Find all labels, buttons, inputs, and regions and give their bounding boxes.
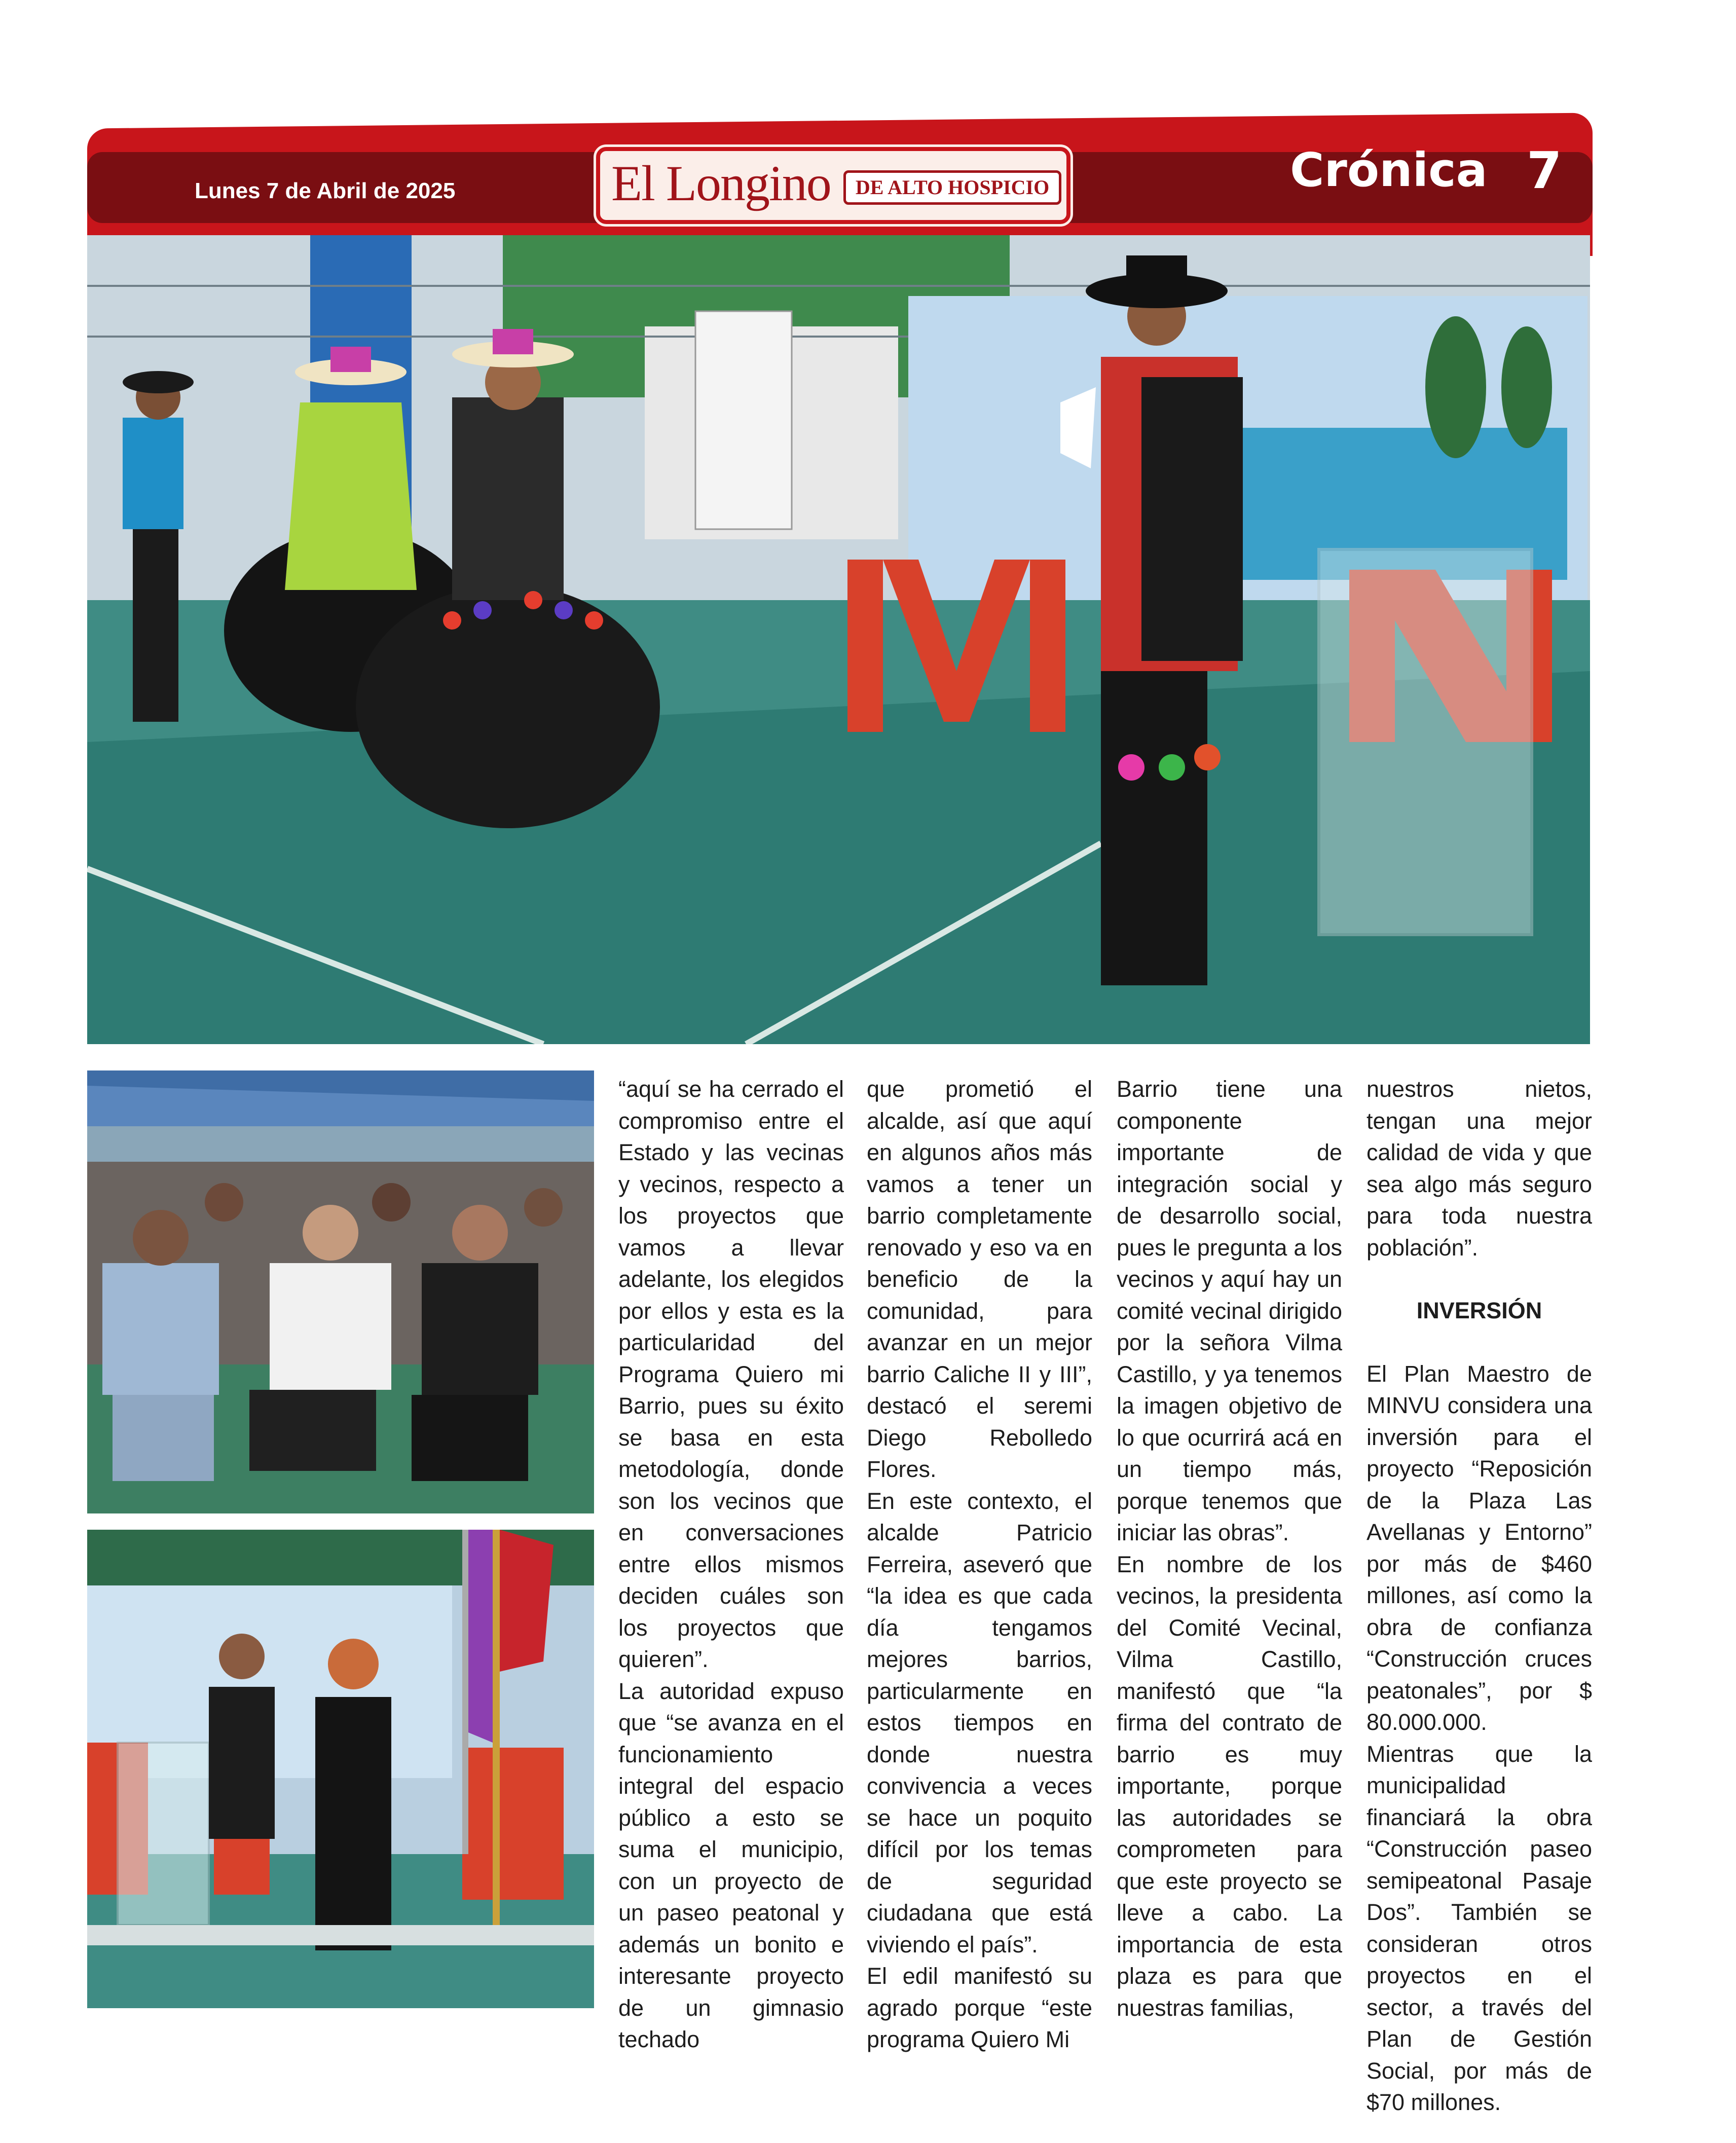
photo-audience	[87, 1070, 594, 1513]
article-column-1	[618, 1074, 844, 2056]
issue-date: Lunes 7 de Abril de 2025	[195, 178, 456, 203]
article-paragraph: En nombre de los vecinos, la presidenta del Comité Vecinal, Vilma Castillo, manifestó que “la firma del contrato de barrio es muy importante, porque las autoridades se comprometen para que este proyecto se lleve a cabo. La importancia de esta plaza es para que nuestras familias,	[1117, 1551, 1342, 2021]
logo-name: El Longino	[611, 155, 831, 211]
article-column-3	[1117, 1074, 1342, 2024]
article-paragraph: El edil manifestó su agrado porque “este programa Quiero Mi	[867, 1963, 1092, 2052]
section-title: Crónica	[1290, 143, 1488, 197]
article-paragraph: Barrio tiene una componente importante de integración social y de desarrollo social, pues le pregunta a los vecinos y aquí hay un comité vecinal dirigido por la señora Vilma Castillo, y ya tenemos la imagen objetivo de lo que ocurrirá acá en un tiempo más, porque tenemos que iniciar las obras”.	[1117, 1076, 1342, 1545]
page-number: 7	[1527, 141, 1562, 200]
article-paragraph: “aquí se ha cerrado el compromiso entre el Estado y las vecinas y vecinos, respecto a los proyectos que vamos a llevar adelante, los elegidos por ellos y esta es la particularidad del Programa Quiero mi Barrio, pues su éxito se basa en esta metodología, donde son los vecinos que en conversaciones entre ellos mismos deciden cuáles son los proyectos que quieren”.	[618, 1076, 844, 1672]
article-paragraph: La autoridad expuso que “se avanza en el funcionamiento integral del espacio público a esto se suma el municipio, con un proyecto de un paseo peatonal y además un bonito e interesante proyecto de un gimnasio techado	[618, 1678, 844, 2052]
article-paragraph: nuestros nietos, tengan una mejor calidad de vida y que sea algo más seguro para toda nuestra población”.	[1366, 1076, 1592, 1261]
article-paragraph: En este contexto, el alcalde Patricio Ferreira, aseveró que “la idea es que cada día tengamos mejores barrios, particularmente en estos tiempos en donde nuestra convivencia a veces se hace un poquito difícil por los temas de seguridad ciudadana que está viviendo el país”.	[867, 1488, 1092, 1957]
article-paragraph: El Plan Maestro de MINVU considera una inversión para el proyecto “Reposición de la Plaza Las Avellanas y Entorno” por más de $460 millones, así como la obra de confianza “Construcción cruces peatonales”, por $ 80.000.000.	[1366, 1360, 1592, 1735]
article-column-4	[1366, 1074, 1592, 2119]
article-column-2	[867, 1074, 1092, 2056]
article-paragraph: que prometió el alcalde, así que aquí en algunos años más vamos a tener un barrio completamente renovado y eso va en beneficio de la comunidad, para avanzar en un mejor barrio Caliche II y III”, destacó el seremi Diego Rebolledo Flores.	[867, 1076, 1092, 1482]
article-paragraph: Mientras que la municipalidad financiará la obra “Construcción paseo semipeatonal Pasaje Dos”. También se consideran otros proyectos en el sector, a través del Plan de Gestión Social, por más de $70 millones.	[1366, 1741, 1592, 2115]
photo-podium	[87, 1530, 594, 2008]
main-photo-dancers	[87, 235, 1590, 1044]
newspaper-logo	[596, 147, 1070, 224]
logo-subtitle: DE ALTO HOSPICIO	[843, 170, 1061, 205]
subheading-inversion: INVERSIÓN	[1416, 1298, 1542, 1323]
